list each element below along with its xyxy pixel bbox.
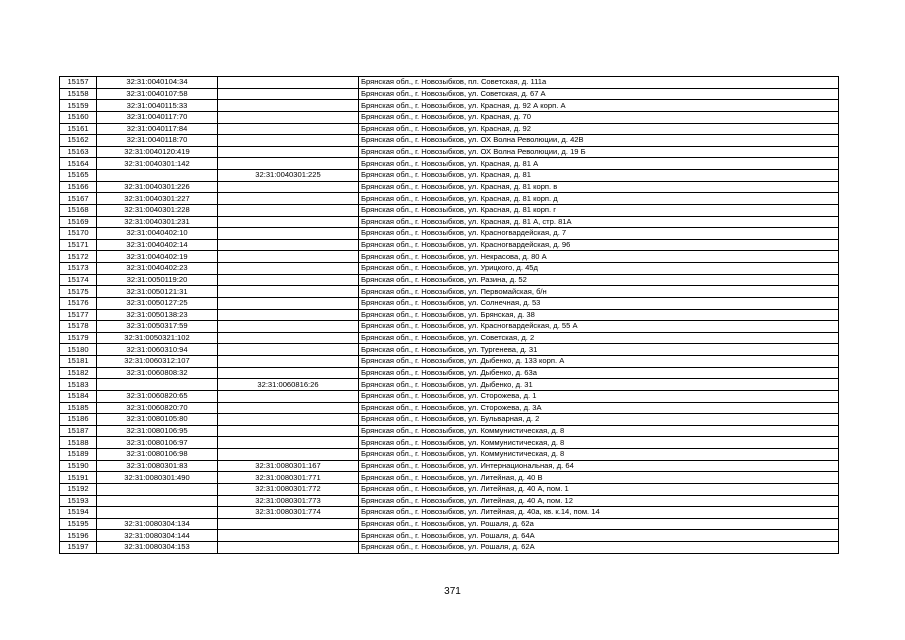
building-cadastral-number-cell: [218, 367, 359, 379]
building-cadastral-number-cell: [218, 88, 359, 100]
cadastral-number-cell: 32:31:0080106:97: [97, 437, 218, 449]
row-number-cell: 15176: [60, 297, 97, 309]
building-cadastral-number-cell: [218, 309, 359, 321]
cadastral-number-cell: 32:31:0040301:231: [97, 216, 218, 228]
address-cell: Брянская обл., г. Новозыбков, ул. Рошаля, д. 62а: [359, 518, 839, 530]
cadastral-number-cell: [97, 507, 218, 519]
row-number-cell: 15177: [60, 309, 97, 321]
table-row: [60, 356, 839, 368]
building-cadastral-number-cell: [218, 518, 359, 530]
row-number-cell: 15190: [60, 460, 97, 472]
building-cadastral-number-cell: [218, 216, 359, 228]
building-cadastral-number-cell: [218, 321, 359, 333]
cadastral-number-cell: 32:31:0040104:34: [97, 77, 218, 89]
row-number-cell: 15175: [60, 286, 97, 298]
cadastral-number-cell: 32:31:0080106:95: [97, 425, 218, 437]
address-cell: Брянская обл., г. Новозыбков, ул. Интернациональная, д. 64: [359, 460, 839, 472]
row-number-cell: 15191: [60, 472, 97, 484]
address-cell: Брянская обл., г. Новозыбков, ул. Коммунистическая, д. 8: [359, 425, 839, 437]
row-number-cell: 15180: [60, 344, 97, 356]
address-cell: Брянская обл., г. Новозыбков, ул. Красная, д. 81 корп. д: [359, 193, 839, 205]
cadastral-number-cell: 32:31:0040118:70: [97, 135, 218, 147]
cadastral-number-cell: 32:31:0060808:32: [97, 367, 218, 379]
cadastral-number-cell: 32:31:0040301:228: [97, 204, 218, 216]
row-number-cell: 15183: [60, 379, 97, 391]
building-cadastral-number-cell: [218, 193, 359, 205]
cadastral-number-cell: 32:31:0050317:59: [97, 321, 218, 333]
table-row: [60, 483, 839, 495]
table-row: [60, 390, 839, 402]
row-number-cell: 15185: [60, 402, 97, 414]
building-cadastral-number-cell: [218, 158, 359, 170]
address-cell: Брянская обл., г. Новозыбков, ул. Первомайская, б/н: [359, 286, 839, 298]
building-cadastral-number-cell: [218, 425, 359, 437]
row-number-cell: 15166: [60, 181, 97, 193]
row-number-cell: 15184: [60, 390, 97, 402]
row-number-cell: 15159: [60, 100, 97, 112]
table-row: [60, 228, 839, 240]
cadastral-number-cell: 32:31:0080304:144: [97, 530, 218, 542]
building-cadastral-number-cell: [218, 251, 359, 263]
table-row: [60, 495, 839, 507]
address-cell: Брянская обл., г. Новозыбков, ул. Дыбенко, д. 31: [359, 379, 839, 391]
address-cell: Брянская обл., г. Новозыбков, ул. Коммунистическая, д. 8: [359, 449, 839, 461]
address-cell: Брянская обл., г. Новозыбков, ул. Рошаля, д. 62А: [359, 542, 839, 554]
table-row: [60, 251, 839, 263]
table-row: [60, 460, 839, 472]
cadastral-number-cell: 32:31:0040301:226: [97, 181, 218, 193]
address-cell: Брянская обл., г. Новозыбков, ул. Солнечная, д. 53: [359, 297, 839, 309]
address-cell: Брянская обл., г. Новозыбков, ул. Разина, д. 52: [359, 274, 839, 286]
building-cadastral-number-cell: [218, 344, 359, 356]
row-number-cell: 15168: [60, 204, 97, 216]
table-row: [60, 263, 839, 275]
address-cell: Брянская обл., г. Новозыбков, ул. Красная, д. 81 корп. г: [359, 204, 839, 216]
cadastral-number-cell: 32:31:0080301:83: [97, 460, 218, 472]
cadastral-table: [59, 76, 839, 554]
cadastral-number-cell: 32:31:0060310:94: [97, 344, 218, 356]
building-cadastral-number-cell: 32:31:0080301:773: [218, 495, 359, 507]
row-number-cell: 15187: [60, 425, 97, 437]
address-cell: Брянская обл., г. Новозыбков, ул. Рошаля, д. 64А: [359, 530, 839, 542]
cadastral-number-cell: 32:31:0040301:142: [97, 158, 218, 170]
table-row: [60, 542, 839, 554]
cadastral-number-cell: 32:31:0040120:419: [97, 146, 218, 158]
row-number-cell: 15174: [60, 274, 97, 286]
address-cell: Брянская обл., г. Новозыбков, ул. Красная, д. 81: [359, 170, 839, 182]
address-cell: Брянская обл., г. Новозыбков, ул. Красная, д. 81 корп. в: [359, 181, 839, 193]
table-row: [60, 297, 839, 309]
building-cadastral-number-cell: [218, 274, 359, 286]
row-number-cell: 15188: [60, 437, 97, 449]
building-cadastral-number-cell: [218, 181, 359, 193]
table-row: [60, 204, 839, 216]
table-row: [60, 530, 839, 542]
row-number-cell: 15181: [60, 356, 97, 368]
address-cell: Брянская обл., г. Новозыбков, ул. ОХ Волна Революции, д. 42В: [359, 135, 839, 147]
table-row: [60, 77, 839, 89]
cadastral-number-cell: 32:31:0040402:19: [97, 251, 218, 263]
building-cadastral-number-cell: [218, 332, 359, 344]
cadastral-number-cell: 32:31:0050138:23: [97, 309, 218, 321]
cadastral-number-cell: 32:31:0040402:10: [97, 228, 218, 240]
cadastral-number-cell: 32:31:0080301:490: [97, 472, 218, 484]
cadastral-number-cell: 32:31:0080105:80: [97, 414, 218, 426]
address-cell: Брянская обл., г. Новозыбков, ул. Советская, д. 67 А: [359, 88, 839, 100]
building-cadastral-number-cell: [218, 542, 359, 554]
row-number-cell: 15161: [60, 123, 97, 135]
table-row: [60, 367, 839, 379]
building-cadastral-number-cell: 32:31:0080301:774: [218, 507, 359, 519]
address-cell: Брянская обл., г. Новозыбков, ул. Сторожева, д. 1: [359, 390, 839, 402]
row-number-cell: 15158: [60, 88, 97, 100]
address-cell: Брянская обл., г. Новозыбков, ул. Урицкого, д. 45д: [359, 263, 839, 275]
address-cell: Брянская обл., г. Новозыбков, ул. Советская, д. 2: [359, 332, 839, 344]
cadastral-number-cell: 32:31:0040301:227: [97, 193, 218, 205]
row-number-cell: 15171: [60, 239, 97, 251]
address-cell: Брянская обл., г. Новозыбков, ул. ОХ Волна Революции, д. 19 Б: [359, 146, 839, 158]
row-number-cell: 15196: [60, 530, 97, 542]
cadastral-number-cell: 32:31:0050127:25: [97, 297, 218, 309]
address-cell: Брянская обл., г. Новозыбков, ул. Дыбенко, д. 133 корп. А: [359, 356, 839, 368]
building-cadastral-number-cell: [218, 239, 359, 251]
building-cadastral-number-cell: [218, 356, 359, 368]
cadastral-number-cell: 32:31:0080304:134: [97, 518, 218, 530]
table-row: [60, 344, 839, 356]
cadastral-number-cell: 32:31:0040402:14: [97, 239, 218, 251]
table-row: [60, 379, 839, 391]
table-row: [60, 216, 839, 228]
cadastral-number-cell: 32:31:0040117:70: [97, 111, 218, 123]
building-cadastral-number-cell: 32:31:0040301:225: [218, 170, 359, 182]
building-cadastral-number-cell: [218, 390, 359, 402]
table-row: [60, 170, 839, 182]
table-row: [60, 193, 839, 205]
address-cell: Брянская обл., г. Новозыбков, ул. Красная, д. 70: [359, 111, 839, 123]
building-cadastral-number-cell: 32:31:0080301:771: [218, 472, 359, 484]
building-cadastral-number-cell: [218, 414, 359, 426]
address-cell: Брянская обл., г. Новозыбков, ул. Литейная, д. 40а, кв. к.14, пом. 14: [359, 507, 839, 519]
row-number-cell: 15165: [60, 170, 97, 182]
building-cadastral-number-cell: [218, 100, 359, 112]
address-cell: Брянская обл., г. Новозыбков, пл. Советская, д. 111а: [359, 77, 839, 89]
row-number-cell: 15193: [60, 495, 97, 507]
row-number-cell: 15160: [60, 111, 97, 123]
building-cadastral-number-cell: [218, 111, 359, 123]
address-cell: Брянская обл., г. Новозыбков, ул. Литейная, д. 40 В: [359, 472, 839, 484]
table-row: [60, 135, 839, 147]
address-cell: Брянская обл., г. Новозыбков, ул. Литейная, д. 40 А, пом. 12: [359, 495, 839, 507]
table-row: [60, 239, 839, 251]
building-cadastral-number-cell: [218, 449, 359, 461]
cadastral-number-cell: [97, 495, 218, 507]
table-row: [60, 402, 839, 414]
address-cell: Брянская обл., г. Новозыбков, ул. Красная, д. 92: [359, 123, 839, 135]
building-cadastral-number-cell: [218, 228, 359, 240]
table-row: [60, 414, 839, 426]
building-cadastral-number-cell: 32:31:0060816:26: [218, 379, 359, 391]
cadastral-number-cell: 32:31:0040107:58: [97, 88, 218, 100]
address-cell: Брянская обл., г. Новозыбков, ул. Тургенева, д. 31: [359, 344, 839, 356]
table-body: [60, 77, 839, 554]
table-row: [60, 425, 839, 437]
table-row: [60, 507, 839, 519]
cadastral-number-cell: 32:31:0040117:84: [97, 123, 218, 135]
cadastral-number-cell: 32:31:0050119:20: [97, 274, 218, 286]
cadastral-number-cell: [97, 379, 218, 391]
building-cadastral-number-cell: [218, 77, 359, 89]
table-row: [60, 472, 839, 484]
building-cadastral-number-cell: [218, 204, 359, 216]
table-row: [60, 321, 839, 333]
row-number-cell: 15192: [60, 483, 97, 495]
row-number-cell: 15189: [60, 449, 97, 461]
building-cadastral-number-cell: [218, 146, 359, 158]
row-number-cell: 15167: [60, 193, 97, 205]
row-number-cell: 15186: [60, 414, 97, 426]
address-cell: Брянская обл., г. Новозыбков, ул. Некрасова, д. 80 А: [359, 251, 839, 263]
address-cell: Брянская обл., г. Новозыбков, ул. Бульварная, д. 2: [359, 414, 839, 426]
address-cell: Брянская обл., г. Новозыбков, ул. Коммунистическая, д. 8: [359, 437, 839, 449]
cadastral-number-cell: 32:31:0050321:102: [97, 332, 218, 344]
cadastral-number-cell: 32:31:0060820:70: [97, 402, 218, 414]
cadastral-number-cell: 32:31:0060312:107: [97, 356, 218, 368]
row-number-cell: 15170: [60, 228, 97, 240]
row-number-cell: 15162: [60, 135, 97, 147]
table-row: [60, 449, 839, 461]
row-number-cell: 15163: [60, 146, 97, 158]
address-cell: Брянская обл., г. Новозыбков, ул. Красная, д. 92 А корп. А: [359, 100, 839, 112]
table-row: [60, 100, 839, 112]
page-number: 371: [444, 586, 461, 597]
table-row: [60, 146, 839, 158]
row-number-cell: 15179: [60, 332, 97, 344]
building-cadastral-number-cell: 32:31:0080301:167: [218, 460, 359, 472]
row-number-cell: 15172: [60, 251, 97, 263]
building-cadastral-number-cell: [218, 437, 359, 449]
cadastral-number-cell: 32:31:0060820:65: [97, 390, 218, 402]
table-row: [60, 332, 839, 344]
table-row: [60, 158, 839, 170]
address-cell: Брянская обл., г. Новозыбков, ул. Сторожева, д. 3А: [359, 402, 839, 414]
cadastral-number-cell: [97, 170, 218, 182]
address-cell: Брянская обл., г. Новозыбков, ул. Брянская, д. 38: [359, 309, 839, 321]
table-row: [60, 181, 839, 193]
table-row: [60, 111, 839, 123]
address-cell: Брянская обл., г. Новозыбков, ул. Дыбенко, д. 63а: [359, 367, 839, 379]
building-cadastral-number-cell: [218, 123, 359, 135]
address-cell: Брянская обл., г. Новозыбков, ул. Литейная, д. 40 А, пом. 1: [359, 483, 839, 495]
address-cell: Брянская обл., г. Новозыбков, ул. Красногвардейская, д. 55 А: [359, 321, 839, 333]
building-cadastral-number-cell: [218, 286, 359, 298]
address-cell: Брянская обл., г. Новозыбков, ул. Красная, д. 81 А: [359, 158, 839, 170]
address-cell: Брянская обл., г. Новозыбков, ул. Красногвардейская, д. 7: [359, 228, 839, 240]
row-number-cell: 15173: [60, 263, 97, 275]
cadastral-number-cell: [97, 483, 218, 495]
row-number-cell: 15157: [60, 77, 97, 89]
cadastral-number-cell: 32:31:0040115:33: [97, 100, 218, 112]
row-number-cell: 15178: [60, 321, 97, 333]
address-cell: Брянская обл., г. Новозыбков, ул. Красная, д. 81 А, стр. 81А: [359, 216, 839, 228]
cadastral-number-cell: 32:31:0050121:31: [97, 286, 218, 298]
row-number-cell: 15182: [60, 367, 97, 379]
row-number-cell: 15197: [60, 542, 97, 554]
row-number-cell: 15195: [60, 518, 97, 530]
building-cadastral-number-cell: [218, 530, 359, 542]
table-row: [60, 88, 839, 100]
building-cadastral-number-cell: [218, 297, 359, 309]
table-row: [60, 123, 839, 135]
table-row: [60, 274, 839, 286]
building-cadastral-number-cell: [218, 402, 359, 414]
cadastral-number-cell: 32:31:0040402:23: [97, 263, 218, 275]
row-number-cell: 15194: [60, 507, 97, 519]
row-number-cell: 15164: [60, 158, 97, 170]
cadastral-number-cell: 32:31:0080106:98: [97, 449, 218, 461]
building-cadastral-number-cell: 32:31:0080301:772: [218, 483, 359, 495]
cadastral-number-cell: 32:31:0080304:153: [97, 542, 218, 554]
table-row: [60, 518, 839, 530]
address-cell: Брянская обл., г. Новозыбков, ул. Красногвардейская, д. 96: [359, 239, 839, 251]
building-cadastral-number-cell: [218, 135, 359, 147]
building-cadastral-number-cell: [218, 263, 359, 275]
table-row: [60, 437, 839, 449]
row-number-cell: 15169: [60, 216, 97, 228]
table-row: [60, 309, 839, 321]
table-row: [60, 286, 839, 298]
